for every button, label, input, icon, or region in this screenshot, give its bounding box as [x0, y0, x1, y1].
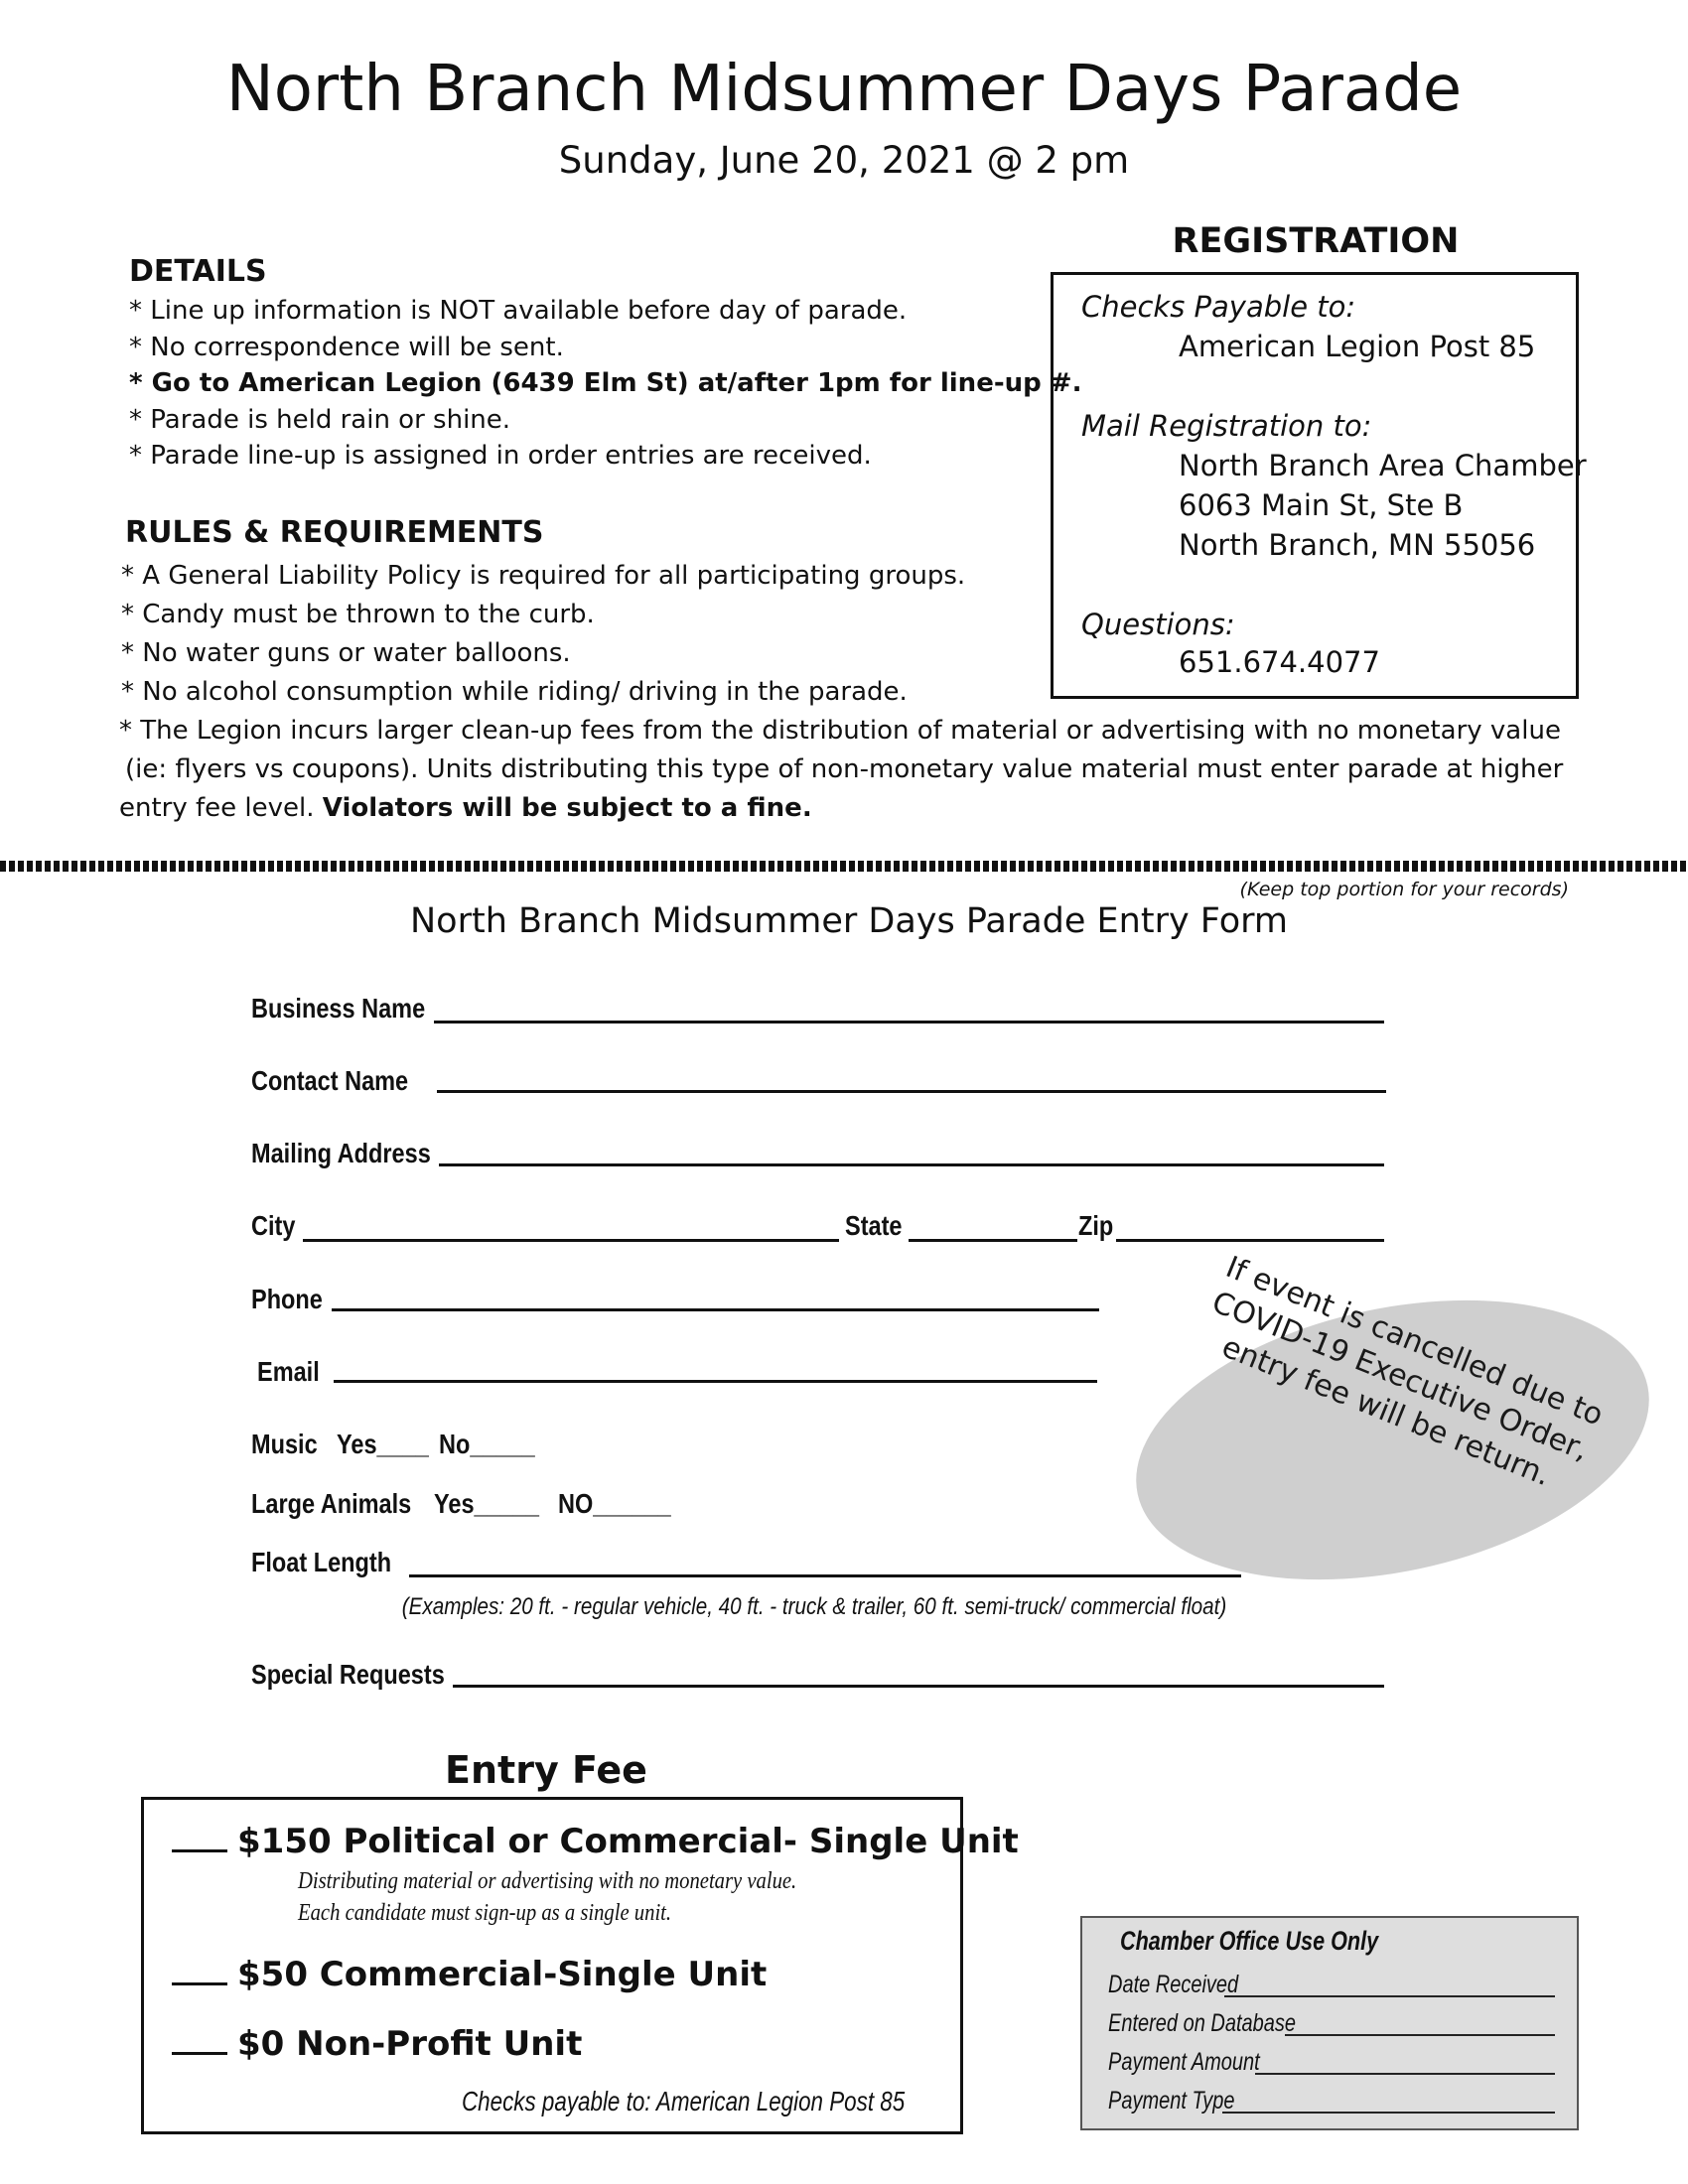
state-label: State: [845, 1210, 903, 1241]
chamber-title: Chamber Office Use Only: [1120, 1926, 1379, 1956]
phone-label: Phone: [251, 1284, 323, 1314]
rules-item: * A General Liability Policy is required for all participating groups.: [121, 561, 966, 591]
details-item: * No correspondence will be sent.: [129, 332, 564, 362]
rules-list: [121, 557, 965, 712]
music-label: Music: [251, 1429, 318, 1459]
checks-value: American Legion Post 85: [1179, 330, 1536, 363]
rules-heading: RULES & REQUIREMENTS: [125, 515, 544, 550]
email-field[interactable]: [334, 1380, 1097, 1383]
music-no-option[interactable]: No_____: [439, 1429, 535, 1459]
date-received-line[interactable]: [1224, 1995, 1555, 1997]
float-length-field[interactable]: [409, 1574, 1241, 1577]
city-field[interactable]: [303, 1239, 839, 1242]
fee-option-note: Each candidate must sign-up as a single unit.: [298, 1900, 672, 1926]
fee-checks-note: Checks payable to: American Legion Post 85: [462, 2086, 906, 2116]
details-item: * Line up information is NOT available before day of parade.: [129, 296, 908, 326]
registration-box: [1051, 272, 1587, 699]
fee-checkbox-line[interactable]: [172, 1953, 227, 1985]
fee-option-label: $50 Commercial-Single Unit: [237, 1955, 768, 1994]
rules-item: * No alcohol consumption while riding/ driving in the parade.: [121, 677, 908, 707]
covid-notice-text: If event is cancelled due to COVID-19 Executive Order, entry fee will be return.: [1206, 1250, 1609, 1494]
animals-no-option[interactable]: NO______: [558, 1488, 671, 1519]
mailing-address-label: Mailing Address: [251, 1138, 431, 1168]
contact-name-field[interactable]: [437, 1090, 1386, 1093]
special-requests-label: Special Requests: [251, 1659, 445, 1690]
fee-option-commercial[interactable]: [172, 1953, 767, 1995]
details-heading: DETAILS: [129, 254, 267, 289]
contact-name-label: Contact Name: [251, 1065, 409, 1096]
legion-rule-text: entry fee level.: [119, 793, 323, 823]
legion-rule: [119, 712, 1564, 828]
details-item: * Go to American Legion (6439 Elm St) at/after 1pm for line-up #.: [129, 368, 1082, 398]
mail-line: North Branch Area Chamber: [1179, 449, 1587, 482]
phone-field[interactable]: [332, 1308, 1099, 1311]
business-name-field[interactable]: [434, 1021, 1384, 1024]
chamber-office-box: [1080, 1916, 1579, 2130]
fee-option-label: $150 Political or Commercial- Single Unit: [237, 1822, 1019, 1861]
legion-rule-line: [119, 789, 1549, 828]
fee-checkbox-line[interactable]: [172, 1820, 227, 1852]
music-yes-option[interactable]: Yes____: [337, 1429, 429, 1459]
mail-line: North Branch, MN 55056: [1179, 528, 1536, 562]
details-item: * Parade is held rain or shine.: [129, 404, 511, 435]
fee-checkbox-line[interactable]: [172, 2022, 227, 2055]
payment-amount-row: [1108, 2045, 1555, 2079]
entered-db-label: Entered on Database: [1108, 2009, 1297, 2037]
city-label: City: [251, 1210, 296, 1241]
float-examples: (Examples: 20 ft. - regular vehicle, 40 ft. - truck & trailer, 60 ft. semi-truck/ commercial float): [401, 1593, 1227, 1620]
page-title: North Branch Midsummer Days Parade: [225, 53, 1463, 126]
entry-fee-heading: Entry Fee: [445, 1748, 647, 1792]
entry-fee-box: [141, 1797, 1019, 2134]
registration-heading: REGISTRATION: [1172, 221, 1460, 261]
payment-type-label: Payment Type: [1108, 2087, 1235, 2115]
payment-amount-label: Payment Amount: [1108, 2048, 1260, 2076]
payment-type-line[interactable]: [1222, 2112, 1555, 2114]
state-field[interactable]: [909, 1239, 1077, 1242]
legion-rule-line: * The Legion incurs larger clean-up fees from the distribution of material or advertising with no monetary value: [119, 716, 1561, 746]
legion-rule-line: (ie: flyers vs coupons). Units distributing this type of non-monetary value material must enter parade at higher: [125, 754, 1564, 784]
date-received-label: Date Received: [1108, 1971, 1239, 1998]
mail-label: Mail Registration to:: [1081, 409, 1372, 443]
rules-item: * No water guns or water balloons.: [121, 638, 571, 668]
questions-label: Questions:: [1081, 608, 1235, 641]
email-label: Email: [257, 1356, 320, 1387]
zip-field[interactable]: [1116, 1239, 1384, 1242]
cut-line: [0, 861, 1688, 872]
large-animals-label: Large Animals: [251, 1488, 412, 1519]
mailing-address-field[interactable]: [439, 1163, 1384, 1166]
rules-item: * Candy must be thrown to the curb.: [121, 600, 595, 629]
animals-yes-option[interactable]: Yes_____: [434, 1488, 539, 1519]
float-length-label: Float Length: [251, 1547, 392, 1577]
special-requests-field[interactable]: [453, 1685, 1384, 1688]
entered-db-row: [1108, 2006, 1555, 2040]
keep-note: (Keep top portion for your records): [1239, 879, 1569, 900]
fine-warning: Violators will be subject to a fine.: [322, 793, 812, 823]
fee-option-label: $0 Non-Profit Unit: [237, 2024, 583, 2064]
questions-phone: 651.674.4077: [1179, 645, 1380, 679]
form-title: North Branch Midsummer Days Parade Entry Form: [410, 901, 1288, 941]
mail-line: 6063 Main St, Ste B: [1179, 488, 1464, 522]
zip-label: Zip: [1078, 1210, 1114, 1241]
business-name-label: Business Name: [251, 993, 426, 1024]
checks-label: Checks Payable to:: [1081, 290, 1356, 324]
details-item: * Parade line-up is assigned in order entries are received.: [129, 441, 872, 471]
payment-type-row: [1108, 2084, 1555, 2117]
fee-option-nonprofit[interactable]: [172, 2022, 582, 2065]
event-date: Sunday, June 20, 2021 @ 2 pm: [558, 139, 1130, 182]
details-list: [129, 293, 1081, 475]
fee-option-note: Distributing material or advertising with no monetary value.: [298, 1868, 797, 1894]
date-received-row: [1108, 1968, 1555, 2001]
entered-db-line[interactable]: [1285, 2034, 1555, 2036]
fee-option-political[interactable]: [172, 1820, 1019, 1862]
payment-amount-line[interactable]: [1255, 2073, 1555, 2075]
